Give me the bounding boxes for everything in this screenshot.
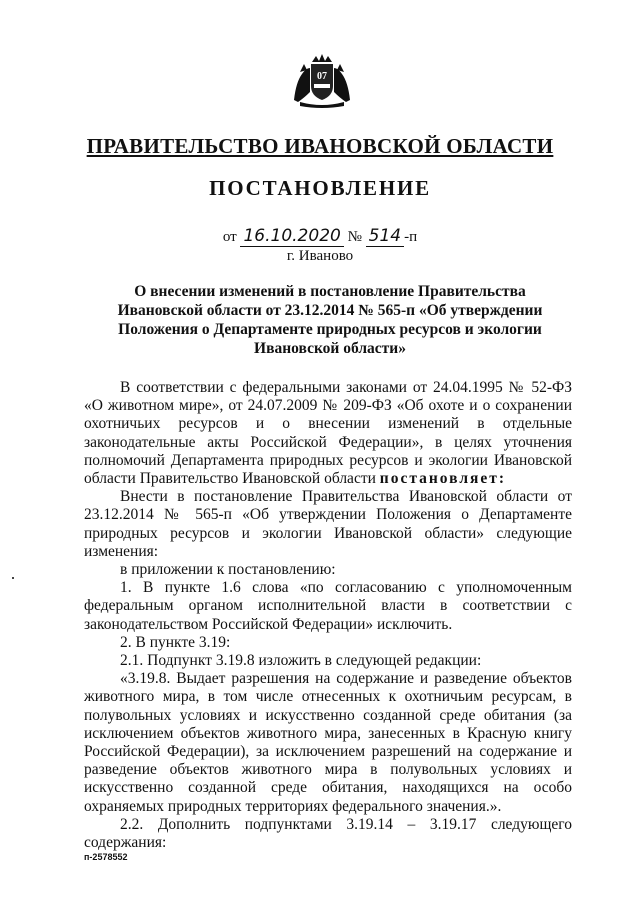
footer-code: п-2578552 [84, 852, 128, 862]
paragraph: 2.1. Подпункт 3.19.8 изложить в следующей редакции: [120, 652, 482, 670]
document-type: ПОСТАНОВЛЕНИЕ [209, 176, 431, 200]
paragraph: 2.2. Дополнить подпунктами 3.19.14 – 3.19.17 следующего содержания: [84, 815, 572, 852]
document-date: 16.10.2020 [240, 226, 343, 247]
date-number-line [0, 226, 640, 246]
date-prefix: от [222, 229, 237, 245]
document-number: 514 [366, 226, 404, 247]
svg-text:07: 07 [317, 71, 327, 82]
government-title: ПРАВИТЕЛЬСТВО ИВАНОВСКОЙ ОБЛАСТИ [86, 134, 554, 158]
paragraph: 2. В пункте 3.19: [120, 633, 231, 651]
paragraph: в приложении к постановлению: [120, 561, 336, 579]
resolution-word: постановляет: [379, 470, 507, 488]
paragraph: «3.19.8. Выдает разрешения на содержание и разведение объектов животного мира, в том числе отнесенных к охотничьим ресурсам, в полувольных условиях и искусственно созданной среде обитания (за исключением объектов животного мира, занесенных в Красную книгу Российской Федерации), за исключением разрешений на содержание и разведение объектов животного мира в полувольных условиях и искусственно созданной среде обитания, находящихся на особо охраняемых природных территориях федерального значения.». [84, 670, 572, 815]
city: г. Иваново [286, 248, 354, 264]
number-sign: № [347, 229, 362, 245]
paragraph: В соответствии с федеральными законами от 24.04.1995 № 52-ФЗ «О животном мире», от 24.07.2009 № 209-ФЗ «Об охоте и о сохранении охотничьих ресурсов и о внесении изменений в отдельные законодательные акты Российской Федерации», в целях уточнения полномочий Департамента природных ресурсов и экологии Ивановской области Правительство Ивановской области постановляет: [84, 379, 572, 488]
document-body [84, 379, 572, 852]
number-suffix: -п [404, 229, 418, 245]
paragraph: Внести в постановление Правительства Ивановской области от 23.12.2014 № 565-п «Об утверждении Положения о Департаменте природных ресурсов и экологии Ивановской области» следующие изменения: [84, 488, 572, 560]
scan-speck [12, 577, 14, 579]
paragraph: 1. В пункте 1.6 слова «по согласованию с уполномоченным федеральным органом исполнительной власти в соответствии с законодательством Российской Федерации» исключить. [84, 579, 572, 633]
coat-of-arms-icon [290, 52, 354, 108]
document-subject: О внесении изменений в постановление Правительства Ивановской области от 23.12.2014 № 565-п «Об утверждении Положения о Департаменте природных ресурсов и экологии Ивановской области» [117, 283, 543, 357]
